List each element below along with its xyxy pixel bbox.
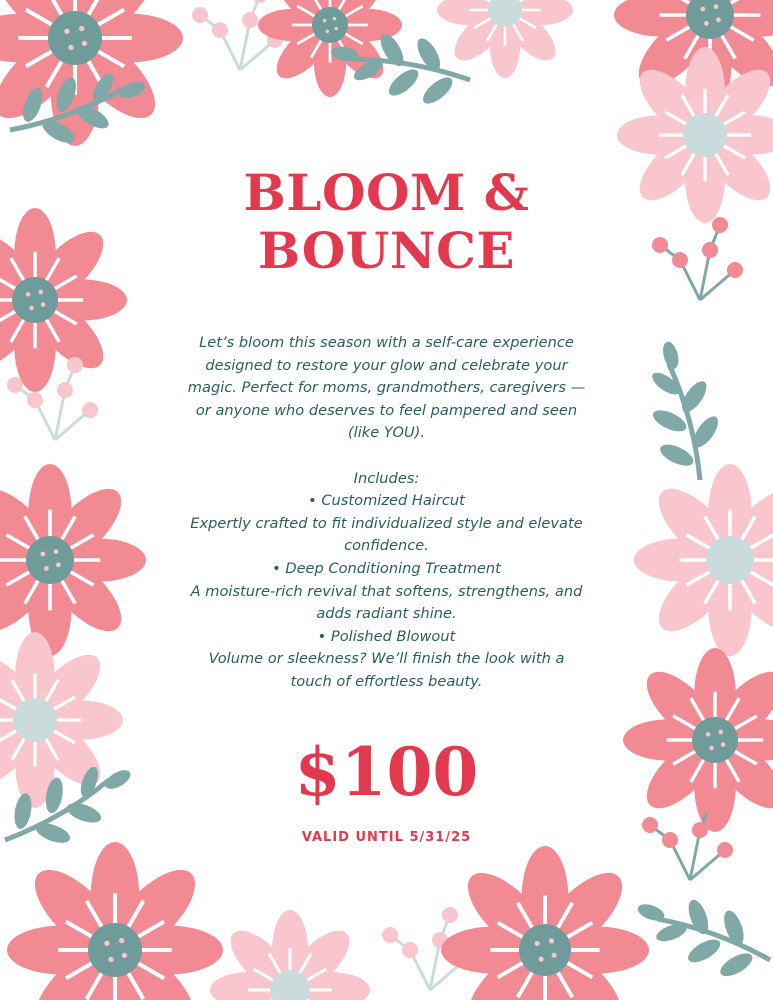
intro-line: (like YOU). [347,424,426,442]
service-description: touch of effortless beauty. [290,672,483,690]
service-name: • Deep Conditioning Treatment [272,559,501,577]
flower-icon [441,846,649,1000]
flower-icon [623,648,773,832]
service-description: Volume or sleekness? We’ll finish the look with a [208,650,565,668]
leaf-sprig-icon [625,877,773,993]
intro-line: Let’s bloom this season with a self-care experience [199,334,574,351]
flyer-title [150,164,623,280]
flower-icon [634,464,773,656]
intro-line: magic. Perfect for moms, grandmothers, caregivers — [187,379,586,397]
flower-icon [0,464,146,656]
service-description: A moisture-rich revival that softens, strengthens, and [190,582,583,600]
description-block [150,332,623,694]
leaf-sprig-icon [630,333,736,489]
flower-icon [0,208,127,392]
berry-sprig-icon [652,217,743,300]
service-description: adds radiant shine. [316,605,457,623]
intro-line: designed to restore your glow and celebrate your [205,356,568,374]
service-name: • Polished Blowout [317,627,456,645]
service-name: • Customized Haircut [308,492,465,510]
title-line-1: BLOOM & [243,163,530,222]
includes-heading: Includes: [353,469,420,487]
flower-icon [7,842,223,1000]
flower-icon [258,0,402,97]
service-description: Expertly crafted to fit individualized style and elevate [190,514,583,532]
flower-icon [437,0,573,78]
valid-until: VALID UNTIL 5/31/25 [301,830,472,845]
paragraph-gap [150,445,623,468]
price: $100 [294,733,479,811]
service-description: confidence. [344,537,429,555]
intro-line: or anyone who deserves to feel pampered and seen [195,401,578,419]
title-line-2: BOUNCE [258,221,515,280]
flower-icon [210,910,370,1000]
